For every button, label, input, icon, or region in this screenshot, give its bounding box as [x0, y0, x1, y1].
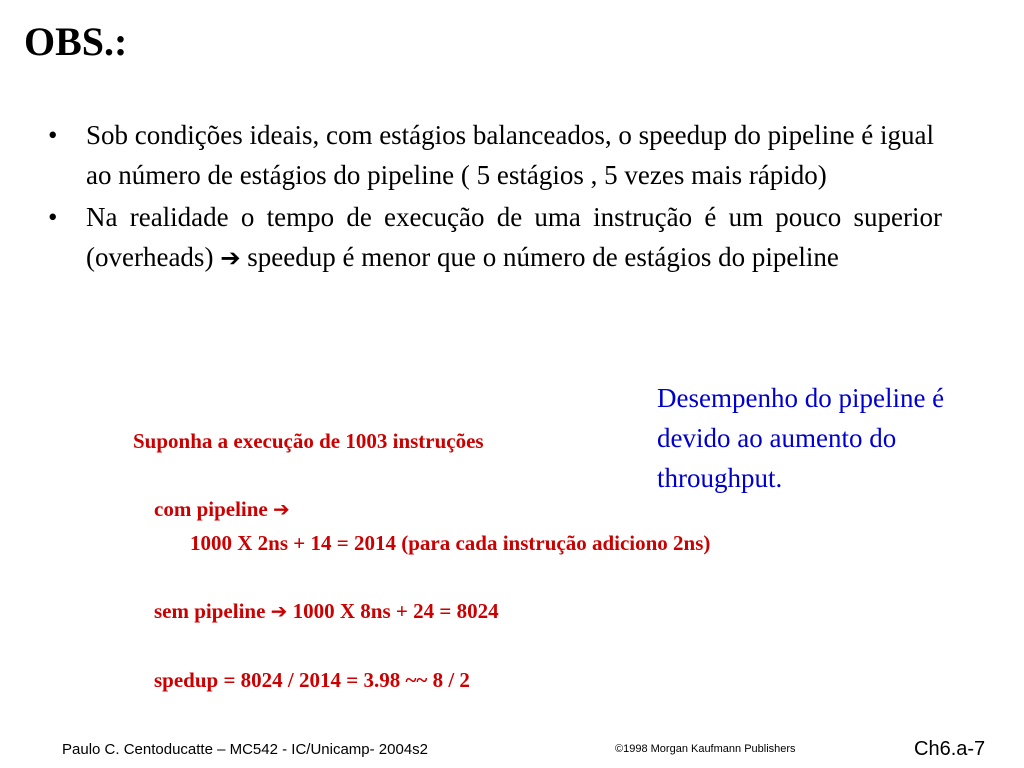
- slide-title: OBS.:: [24, 19, 128, 64]
- with-pipeline-label: [154, 495, 290, 523]
- slide-number: Ch6.a-7: [914, 738, 986, 760]
- bullet-text-before-arrow: Na realidade o tempo de execução de uma instrução é um pouco superior (overheads): [86, 202, 942, 272]
- with-pipeline-text: com pipeline: [154, 497, 273, 521]
- arrow-right-icon: ➔: [270, 599, 288, 623]
- bullet-dot-icon: •: [48, 120, 58, 150]
- bullet-text-after-arrow: speedup é menor que o número de estágios do pipeline: [240, 242, 839, 272]
- copyright-text: 1998 Morgan Kaufmann Publishers: [623, 743, 796, 755]
- speedup-line: spedup = 8024 / 2014 = 3.98 ~~ 8 / 2: [154, 668, 470, 692]
- footer-author: Paulo C. Centoducatte – MC542 - IC/Unicamp- 2004s2: [62, 741, 429, 758]
- bullet-item-ideal-conditions: [48, 115, 942, 195]
- bullet-item-reality: [48, 197, 942, 278]
- without-pipeline-text: sem pipeline: [154, 599, 271, 623]
- bullet-dot-icon: •: [48, 202, 58, 232]
- arrow-right-icon: ➔: [220, 243, 241, 272]
- with-pipeline-calculation: 1000 X 2ns + 14 = 2014 (para cada instrução adiciono 2ns): [190, 531, 711, 555]
- copyright-icon: ©: [615, 743, 624, 755]
- bullet-text: Sob condições ideais, com estágios balanceados, o speedup do pipeline é igual ao número de estágios do pipeline ( 5 estágios , 5 vezes mais rápido): [86, 120, 935, 190]
- without-pipeline-line: [154, 597, 499, 625]
- footer-copyright: [615, 741, 796, 757]
- throughput-note: Desempenho do pipeline é devido ao aumento do throughput.: [657, 383, 945, 493]
- arrow-right-icon: ➔: [273, 497, 290, 521]
- example-heading: Suponha a execução de 1003 instruções: [133, 429, 484, 453]
- bullet-list: [48, 115, 942, 280]
- without-pipeline-calculation: 1000 X 8ns + 24 = 8024: [287, 599, 499, 623]
